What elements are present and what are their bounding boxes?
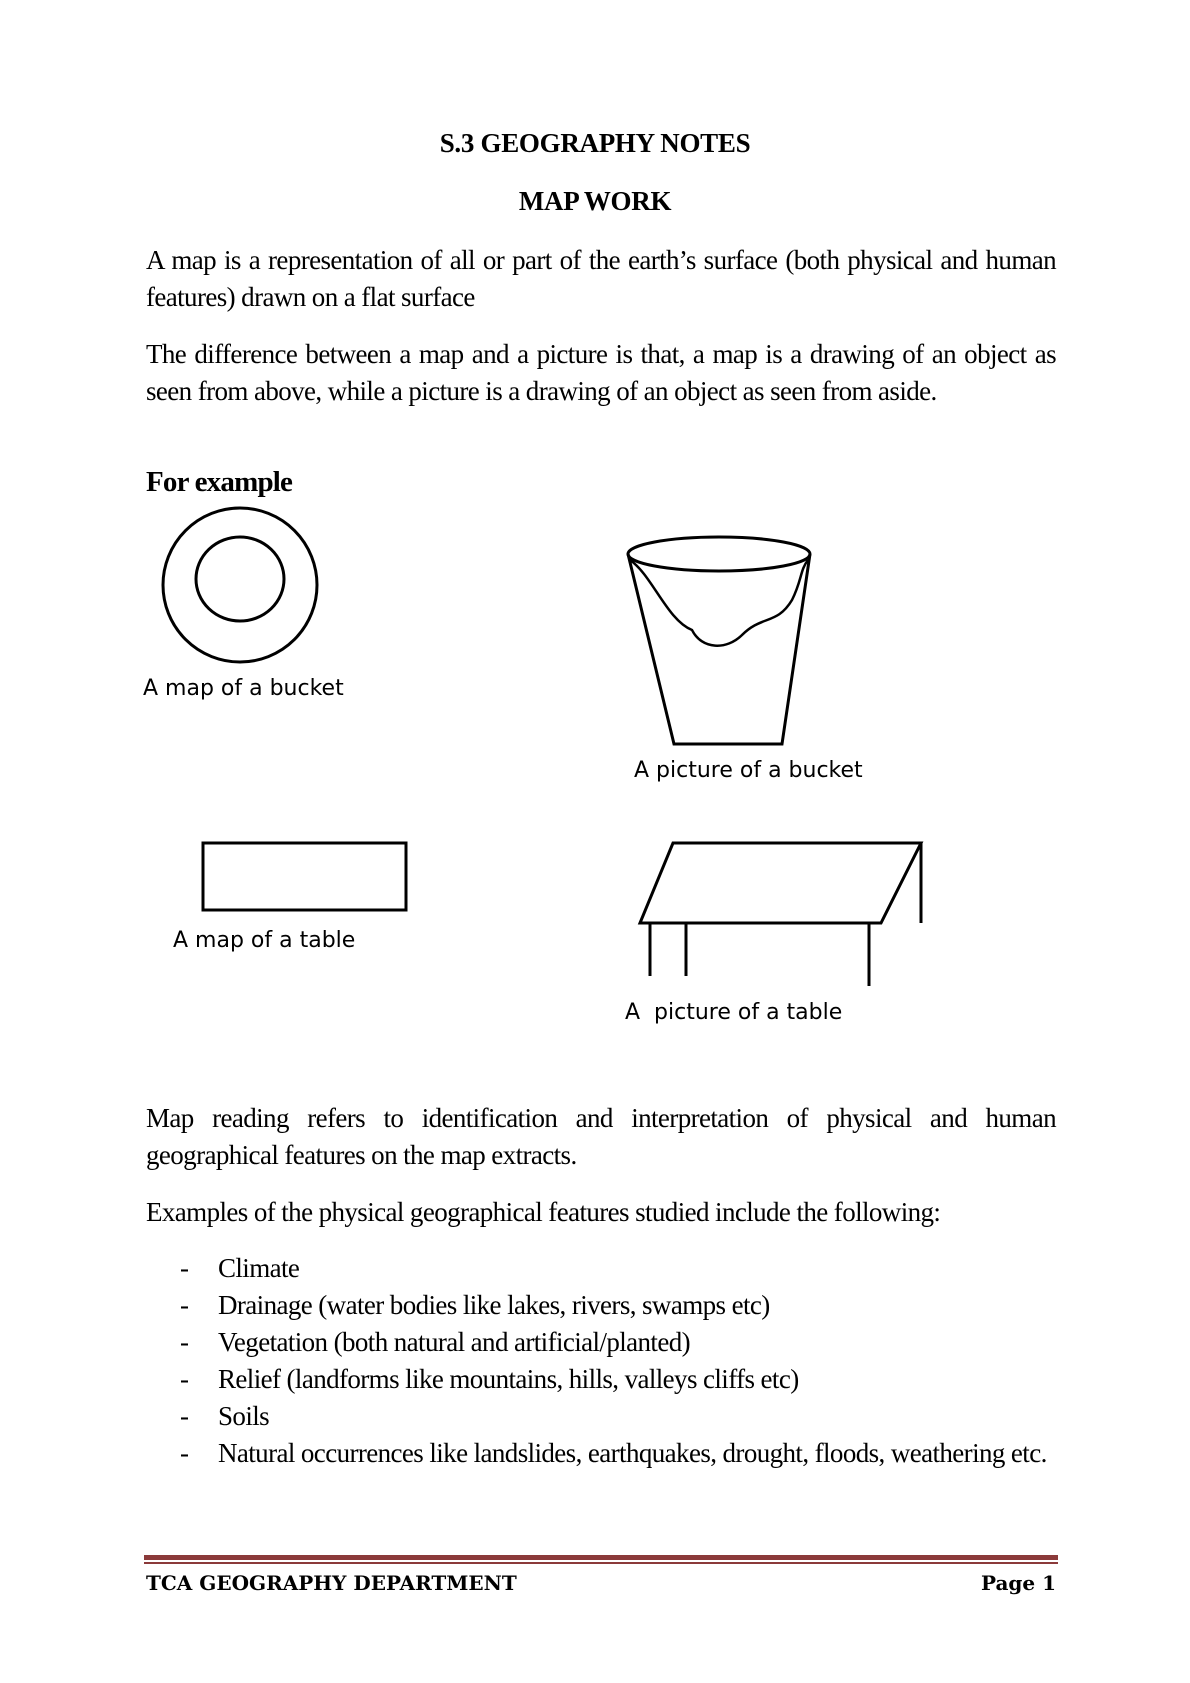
bucket-picture-drawing (622, 530, 818, 752)
footer-rule (144, 1555, 1058, 1565)
bullet-dash: - (180, 1290, 189, 1320)
map-reading-definition: Map reading refers to identification and interpretation of physical and human geographical features on the map extracts. (146, 1103, 1056, 1170)
example-heading: For example (146, 466, 293, 498)
bucket-base-circle (196, 537, 284, 621)
page-title: S.3 GEOGRAPHY NOTES (439, 128, 751, 158)
caption-table-map: A map of a table (173, 928, 356, 953)
list-item: - Drainage (water bodies like lakes, rivers, swamps etc) (146, 1287, 1056, 1324)
list-item: - Relief (landforms like mountains, hills, valleys cliffs etc) (146, 1361, 1056, 1398)
list-item: - Climate (146, 1250, 1056, 1287)
section-title: MAP WORK (518, 186, 672, 216)
bucket-rim-circle (163, 508, 317, 662)
list-item: - Vegetation (both natural and artificial/planted) (146, 1324, 1056, 1361)
footer-department: TCA GEOGRAPHY DEPARTMENT (146, 1571, 517, 1595)
bullet-dash: - (180, 1401, 189, 1431)
table-top-parallelogram (640, 843, 921, 923)
bucket-sides (628, 554, 810, 744)
bullet-dash: - (180, 1327, 189, 1357)
bucket-top-ellipse (628, 537, 810, 571)
list-item: - Natural occurrences like landslides, earthquakes, drought, floods, weathering etc. (146, 1435, 1056, 1472)
table-picture-drawing (630, 838, 926, 998)
table-top-rectangle (203, 843, 406, 910)
features-list-intro: Examples of the physical geographical features studied include the following: (146, 1197, 941, 1227)
physical-features-list (146, 1250, 1056, 1472)
table-map-drawing (200, 840, 410, 914)
bucket-inner-line (630, 560, 808, 646)
map-definition: A map is a representation of all or part of the earth’s surface (both physical and human features) drawn on a flat surface (146, 245, 1056, 312)
footer-page-number: Page 1 (980, 1571, 1056, 1595)
caption-bucket-picture: A picture of a bucket (634, 758, 863, 783)
bullet-dash: - (180, 1253, 189, 1283)
list-item: - Soils (146, 1398, 1056, 1435)
caption-table-picture: A picture of a table (625, 1000, 843, 1025)
bullet-dash: - (180, 1364, 189, 1394)
bucket-map-drawing (158, 505, 326, 667)
bullet-dash: - (180, 1438, 189, 1468)
caption-bucket-map: A map of a bucket (143, 676, 344, 701)
map-picture-difference: The difference between a map and a picture is that, a map is a drawing of an object as seen from above, while a picture is a drawing of an object as seen from aside. (146, 339, 1056, 406)
